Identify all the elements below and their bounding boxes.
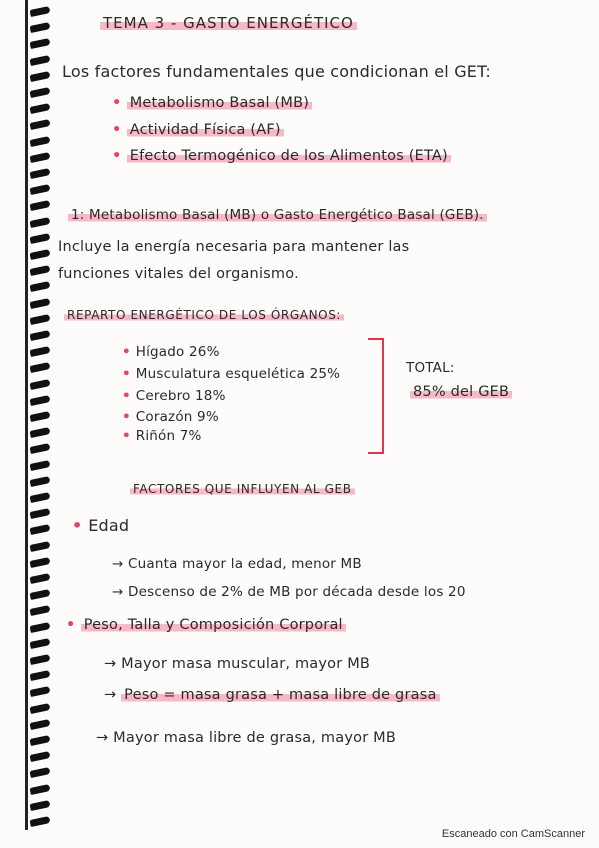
spiral-ring — [29, 767, 50, 778]
spiral-ring — [29, 751, 50, 762]
peso-heading: • Peso, Talla y Composición Corporal — [66, 617, 346, 633]
spiral-ring — [29, 492, 50, 503]
section-1-text-line: Incluye la energía necesaria para mantener las — [58, 239, 410, 255]
spiral-ring — [29, 200, 50, 211]
spiral-ring — [29, 38, 50, 49]
spiral-ring — [29, 152, 50, 163]
spiral-ring — [29, 703, 50, 714]
spiral-ring — [29, 298, 50, 309]
factor-item: • Efecto Termogénico de los Alimentos (ETA) — [112, 148, 451, 164]
spiral-ring — [29, 71, 50, 82]
spiral-ring — [29, 589, 50, 600]
edad-heading: • Edad — [72, 516, 130, 535]
spiral-ring — [29, 217, 50, 228]
intro-text: Los factores fundamentales que condicionan el GET: — [62, 62, 491, 81]
spiral-ring — [29, 362, 50, 373]
spiral-ring — [29, 427, 50, 438]
spiral-ring — [29, 719, 50, 730]
spiral-ring — [29, 476, 50, 487]
peso-point: → Mayor masa muscular, mayor MB — [104, 656, 371, 672]
spiral-ring — [29, 379, 50, 390]
spiral-ring — [29, 508, 50, 519]
spiral-ring — [29, 103, 50, 114]
spiral-ring — [29, 670, 50, 681]
edad-point: → Cuanta mayor la edad, menor MB — [112, 556, 362, 572]
organ-item: • Cerebro 18% — [122, 388, 226, 404]
spiral-ring — [29, 460, 50, 471]
peso-point: → Peso = masa grasa + masa libre de grasa — [104, 687, 440, 703]
spiral-ring — [29, 136, 50, 147]
edad-point: → Descenso de 2% de MB por década desde los 20 — [112, 584, 466, 600]
page-title: TEMA 3 - GASTO ENERGÉTICO — [100, 14, 357, 32]
spiral-ring — [29, 605, 50, 616]
spiral-ring — [29, 816, 50, 827]
organ-item: • Corazón 9% — [122, 409, 219, 425]
spiral-ring — [29, 22, 50, 33]
spiral-ring — [29, 6, 50, 17]
spiral-ring — [29, 281, 50, 292]
spiral-ring — [29, 411, 50, 422]
spiral-ring — [29, 573, 50, 584]
total-value: 85% del GEB — [410, 384, 512, 400]
spiral-ring — [29, 654, 50, 665]
page-edge — [25, 0, 28, 830]
scanner-watermark: Escaneado con CamScanner — [441, 828, 585, 840]
spiral-ring — [29, 55, 50, 66]
section-1-text-line: funciones vitales del organismo. — [58, 266, 299, 282]
spiral-ring — [29, 557, 50, 568]
peso-point: → Mayor masa libre de grasa, mayor MB — [96, 730, 397, 746]
spiral-ring — [29, 314, 50, 325]
spiral-ring — [29, 784, 50, 795]
organ-item: • Riñón 7% — [122, 428, 202, 444]
organ-item: • Musculatura esquelética 25% — [122, 366, 341, 382]
spiral-ring — [29, 119, 50, 130]
organs-bracket — [368, 338, 384, 454]
spiral-ring — [29, 330, 50, 341]
spiral-ring — [29, 800, 50, 811]
factores-title: FACTORES QUE INFLUYEN AL GEB — [130, 482, 355, 496]
spiral-ring — [29, 638, 50, 649]
spiral-ring — [29, 265, 50, 276]
spiral-ring — [29, 87, 50, 98]
total-label: TOTAL: — [406, 360, 455, 376]
spiral-ring — [29, 686, 50, 697]
spiral-ring — [29, 443, 50, 454]
spiral-ring — [29, 184, 50, 195]
notebook-spiral-binding — [0, 0, 58, 830]
spiral-ring — [29, 622, 50, 633]
spiral-ring — [29, 395, 50, 406]
spiral-ring — [29, 168, 50, 179]
spiral-ring — [29, 346, 50, 357]
spiral-ring — [29, 249, 50, 260]
section-1-title: 1: Metabolismo Basal (MB) o Gasto Energético Basal (GEB). — [68, 207, 487, 223]
reparto-title: REPARTO ENERGÉTICO DE LOS ÓRGANOS: — [64, 308, 344, 322]
factor-item: • Actividad Física (AF) — [112, 122, 284, 138]
spiral-ring — [29, 735, 50, 746]
spiral-ring — [29, 524, 50, 535]
factor-item: • Metabolismo Basal (MB) — [112, 95, 312, 111]
spiral-ring — [29, 541, 50, 552]
organ-item: • Hígado 26% — [122, 344, 220, 360]
spiral-ring — [29, 233, 50, 244]
